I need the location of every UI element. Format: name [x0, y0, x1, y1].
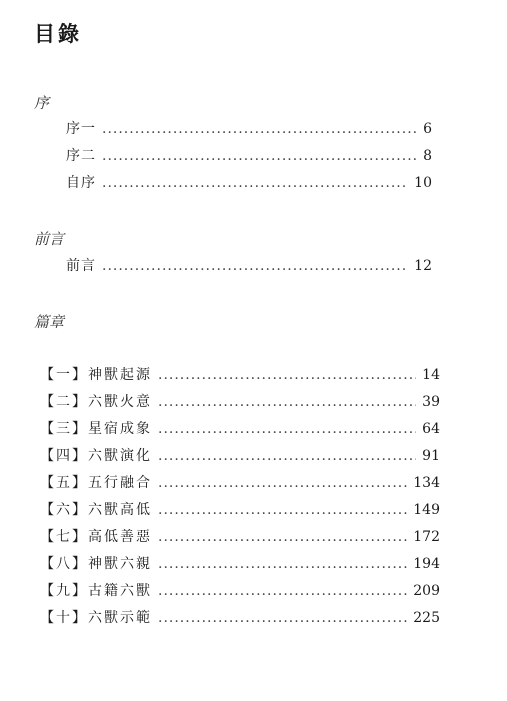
toc-entry[interactable] [40, 580, 440, 600]
dot-leader [158, 448, 416, 464]
toc-entry-label: 自序 [66, 175, 96, 191]
dot-leader [158, 502, 407, 518]
section-heading-foreword: 前言 [34, 230, 65, 248]
toc-entry[interactable] [40, 418, 440, 438]
toc-entry-label: 序二 [66, 148, 96, 164]
toc-entry[interactable] [66, 145, 432, 165]
toc-entry-label: 【五】五行融合 [40, 475, 152, 491]
dot-leader [158, 421, 416, 437]
toc-entry[interactable] [40, 526, 440, 546]
toc-entry-page: 134 [413, 475, 440, 491]
toc-entry-label: 【八】神獸六親 [40, 556, 152, 572]
toc-entry[interactable] [66, 172, 432, 192]
toc-entry[interactable] [40, 472, 440, 492]
dot-leader [102, 121, 417, 137]
toc-entry-label: 前言 [66, 258, 96, 274]
toc-entry[interactable] [66, 255, 432, 275]
toc-entry-page: 194 [413, 556, 440, 572]
toc-entry-label: 【一】神獸起源 [40, 367, 152, 383]
toc-entry[interactable] [66, 118, 432, 138]
toc-entry-page: 6 [423, 121, 432, 137]
toc-entry-page: 12 [414, 258, 432, 274]
toc-entry-page: 64 [422, 421, 440, 437]
section-heading-preface: 序 [34, 94, 50, 112]
dot-leader [158, 556, 407, 572]
toc-entry-page: 8 [423, 148, 432, 164]
toc-entry-page: 14 [422, 367, 440, 383]
toc-entry-label: 【十】六獸示範 [40, 610, 152, 626]
toc-entry-page: 10 [414, 175, 432, 191]
toc-entry[interactable] [40, 553, 440, 573]
dot-leader [158, 610, 407, 626]
toc-entry[interactable] [40, 607, 440, 627]
section-heading-chapters: 篇章 [34, 313, 65, 331]
toc-entry-page: 172 [413, 529, 440, 545]
toc-entry[interactable] [40, 445, 440, 465]
dot-leader [102, 148, 417, 164]
dot-leader [102, 258, 408, 274]
toc-entry-label: 【九】古籍六獸 [40, 583, 152, 599]
dot-leader [158, 529, 407, 545]
dot-leader [158, 394, 416, 410]
toc-entry-page: 91 [422, 448, 440, 464]
toc-entry-label: 【三】星宿成象 [40, 421, 152, 437]
toc-entry[interactable] [40, 499, 440, 519]
dot-leader [102, 175, 408, 191]
toc-entry-label: 序一 [66, 121, 96, 137]
toc-entry-label: 【四】六獸演化 [40, 448, 152, 464]
toc-entry-label: 【七】高低善惡 [40, 529, 152, 545]
toc-entry-page: 39 [422, 394, 440, 410]
toc-entry[interactable] [40, 391, 440, 411]
dot-leader [158, 475, 407, 491]
toc-entry-label: 【六】六獸高低 [40, 502, 152, 518]
toc-entry-page: 149 [413, 502, 440, 518]
toc-entry[interactable] [40, 364, 440, 384]
page-title: 目錄 [34, 21, 82, 46]
toc-entry-page: 225 [413, 610, 440, 626]
toc-entry-label: 【二】六獸火意 [40, 394, 152, 410]
dot-leader [158, 583, 407, 599]
toc-entry-page: 209 [413, 583, 440, 599]
dot-leader [158, 367, 416, 383]
